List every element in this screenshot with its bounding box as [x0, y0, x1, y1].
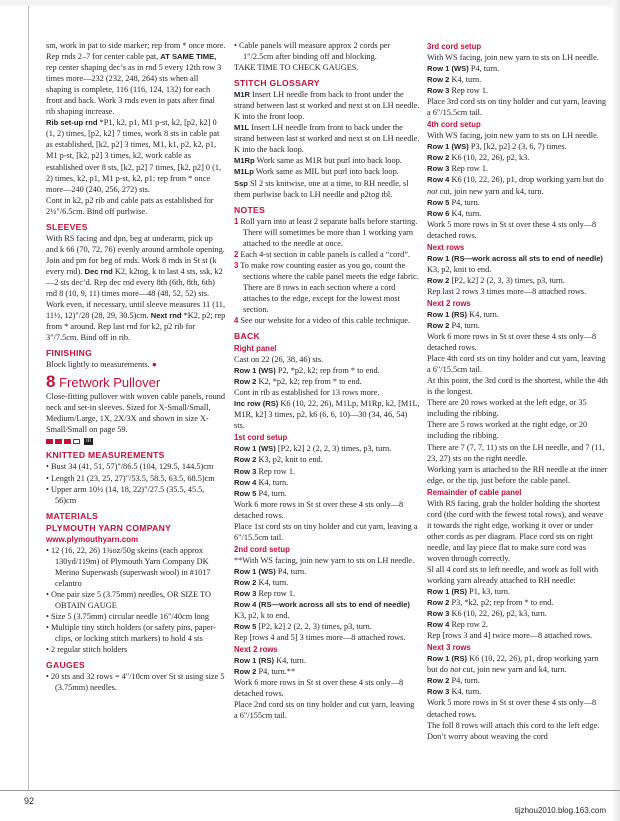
section-heading-stitch-glossary: STITCH GLOSSARY [234, 78, 320, 89]
paragraph: With WS facing, join new yarn to sts on LH needle. [427, 131, 599, 141]
row-instruction: Row 2 P4, turn.** [234, 667, 296, 677]
page-right-edge [612, 0, 620, 821]
paragraph: Place 3rd cord sts on tiny holder and cut yarn, leaving a 6"/15.5cm tail. [427, 97, 607, 118]
row-instruction: Row 5 [P2, k2] 2 (2, 2, 3) times, p3, turn. [234, 622, 372, 632]
row-instruction: Row 3 K4, turn. [427, 687, 482, 697]
row-instruction: Row 1 (RS—work across all sts to end of needle) K3, p2, knit to end. [427, 253, 603, 274]
column-right [427, 40, 610, 795]
subheading-3rd-cord: 3rd cord setup [427, 42, 482, 51]
row-instruction: Row 3 K6 (10, 22, 26), p2, k3, turn. [427, 609, 547, 619]
company-link[interactable]: www.plymouthyarn.com [46, 534, 139, 544]
row-instruction: Row 5 P4, turn. [427, 197, 480, 207]
note-item: 4 See our website for a video of this cable technique. [234, 316, 410, 326]
subheading-4th-cord: 4th cord setup [427, 120, 481, 130]
paragraph: Rep [rows 3 and 4] twice more—8 attached rows. [427, 631, 593, 641]
paragraph: Rib set-up rnd *P1, k2, p1, M1 p-st, k2, [p2, k2] 0 (1, 2) times, [p2, k2] 7 times, work 8 sts in cable pat as established, [k2, p2] 3 times, M1, k1, p2, k2, p1, M1 p-st, [k2, p2] 3 times, k2, work cable as established over 8 sts, [k2, p2] 7 times, [k2, p2] 0 (1, 2) times, k2, p1, M1 p-st, k2, p1; rep from * once more—240 (240, 256, 272) sts. [46, 118, 222, 194]
page-number: 92 [24, 796, 35, 806]
note-item: 1 Roll yarn into at least 2 separate balls before starting. There will sometimes be more than 1 working yarn attached to the needle at once. [234, 216, 418, 248]
glossary-item: M1Rp Work same as M1R but purl into back loop. [234, 156, 402, 166]
paragraph: At this point, the 3rd cord is the shortest, while the 4th is the longest. [427, 376, 608, 397]
glossary-item: M1Lp Work same as MIL but purl into back loop. [234, 167, 399, 177]
row-instruction: Row 4 (RS—work across all sts to end of needle) K3, p2, k to end. [234, 600, 410, 621]
row-instruction: Row 2 [P2, k2] 2 (2, 3, 3) times, p3, turn. [427, 275, 565, 285]
paragraph: There are 7 (7, 7, 11) sts on the LH needle, and 7 (11, 23, 27) sts on the right needle. [427, 442, 605, 463]
row-instruction: Row 1 (WS) P3, [k2, p2] 2 (3, 6, 7) times. [427, 142, 567, 152]
row-instruction: Row 3 Rep row 1. [427, 164, 489, 174]
page-left-edge [28, 6, 29, 790]
row-instruction: Row 3 Rep row 1. [427, 86, 489, 96]
subheading-next-rows: Next rows [427, 242, 465, 252]
row-instruction: Row 2 K4, turn. [234, 577, 289, 587]
list-item: • One pair size 5 (3.75mm) needles, OR SIZE TO OBTAIN GAUGE [46, 589, 212, 610]
list-item: • Multiple tiny stitch holders (or safety pins, paper-clips, or locking stitch markers) to hold 4 sts [46, 623, 216, 644]
paragraph: Place 4th cord sts on tiny holder and cut yarn, leaving a 6"/15.5cm tail. [427, 354, 606, 375]
column-left [46, 40, 226, 795]
paragraph: Rep last 2 rows 3 times more—8 attached rows. [427, 286, 587, 296]
subheading-next-3-rows: Next 3 rows [427, 643, 471, 653]
paragraph: Place 1st cord sts on tiny holder and cut yarn, leaving a 6"/15.5cm tail. [234, 521, 418, 542]
list-item: • 12 (16, 22, 26) 1¾oz/50g skeins (each approx 130yd/119m) of Plymouth Yarn Company DK Merino Superwash (superwash wool) in #1017 celantro [46, 545, 211, 588]
row-instruction: Row 1 (WS) P4, turn. [234, 566, 307, 576]
skill-level-meter [46, 437, 226, 445]
section-heading-back: BACK [234, 331, 261, 342]
watermark: tijzhou2010.blog.163.com [514, 806, 606, 815]
row-instruction: Row 1 (WS) P2, *p2, k2; rep from * to end. [234, 366, 380, 376]
paragraph: Cont in k2, p2 rib and cable pats as established for 2½"/6.5cm. Bind off purlwise. [46, 195, 214, 216]
paragraph: sm, work in pat to side marker; rep from * once more. Rep rnds 2–7 for center cable pat, AT SAME TIME, rep center shaping dec’s as in rnd 5 every 12th row 3 times more—232 (232, 248, 264) sts when all shaping is complete, 116 (116, 124, 132) for each front and back. Work 3 rnds even in pats after final rib shaping increase. [46, 41, 226, 117]
section-heading-notes: NOTES [234, 204, 266, 215]
glossary-item: Ssp Sl 2 sts knitwise, one at a time, to RH needle, sl them purlwise back to LH needle and p2tog tbl. [234, 178, 409, 199]
subheading-right-panel: Right panel [234, 344, 277, 354]
row-instruction: Row 3 Rep row 1. [234, 588, 296, 598]
paragraph: Work 5 more rows in St st over these 4 sts only—8 detached rows. [427, 219, 597, 240]
row-instruction: Row 1 (RS) K6 (10, 22, 26), p1, drop working yarn but do not cut, join new yarn and k4, turn. [427, 654, 599, 675]
paragraph: Work 6 more rows in St st over these 4 sts only—8 detached rows. [234, 499, 404, 520]
glossary-item: M1L Insert LH needle from front to back under the strand between last st worked and next st on LH needle. K into the back loop. [234, 123, 420, 155]
skill-bar-empty-icon [73, 439, 80, 444]
list-item: • Upper arm 10½ (14, 18, 22)"/27.5 (35.5, 45.5, 56)cm [46, 484, 205, 505]
row-instruction: Row 1 (RS) K4, turn. [234, 656, 306, 666]
row-instruction: Row 2 K2, *p2, k2; rep from * to end. [234, 377, 362, 387]
list-item: • 20 sts and 32 rows = 4"/10cm over St st using size 5 (3.75mm) needles. [46, 672, 225, 693]
gauges-list [46, 671, 226, 693]
row-instruction: Row 1 (RS) P1, k3, turn. [427, 587, 510, 597]
paragraph: Place 2nd cord sts on tiny holder and cut yarn, leaving a 6"/155cm tail. [234, 700, 415, 721]
section-heading-materials: MATERIALS [46, 510, 99, 521]
row-instruction: Row 6 K4, turn. [427, 208, 482, 218]
row-instruction: Row 1 (WS) P4, turn. [427, 64, 500, 74]
row-instruction: Row 4 K6 (10, 22, 26), p1, drop working yarn but do not cut, join new yarn and k4, turn. [427, 175, 604, 196]
row-instruction: Row 2 K4, turn. [427, 75, 482, 85]
row-instruction: Row 1 (RS) K4, turn. [427, 309, 499, 319]
paragraph: Working yarn is attached to the RH needle at the inner edge, or the tip, just before the cable panel. [427, 464, 608, 485]
row-instruction: Row 1 (WS) [P2, k2] 2 (2, 2, 3) times, p3, turn. [234, 444, 392, 454]
row-instruction: Inc row (RS) K6 (10, 22, 26), M1Lp, M1Rp, k2, [M1L, M1R, k2] 3 times, p2, k6 (6, 6, 10)—30 (34, 46, 54) sts. [234, 399, 420, 431]
notes-list [234, 216, 420, 326]
pattern-intro: Close-fitting pullover with woven cable panels, round neck and set-in sleeves. Sized for X-Small/Small, Medium/Large, 1X, 2X/3X and shown in size X-Small/Small on page 59. [46, 392, 226, 435]
paragraph: Rep [rows 4 and 5] 3 times more—8 attached rows. [234, 633, 406, 643]
pattern-title: 8 Fretwork Pullover [46, 372, 161, 392]
list-item: • Size 5 (3.75mm) circular needle 16"/40cm long [46, 611, 209, 621]
end-dot-icon: ● [151, 360, 157, 370]
paragraph: Sl all 4 cord sts to left needle, and work as foll with working yarn already attached to RH needle: [427, 564, 599, 586]
paragraph: There are 5 rows worked at the right edge, or 20 including the ribbing. [427, 420, 588, 441]
paragraph: Work 6 more rows in St st over these 4 sts only—8 detached rows. [234, 678, 404, 699]
section-heading-sleeves: SLEEVES [46, 221, 88, 232]
paragraph: There are 20 rows worked at the left edge, or 35 including the ribbing. [427, 398, 587, 419]
page-top-edge [0, 0, 620, 6]
subheading-next-2-rows: Next 2 rows [427, 298, 471, 308]
row-instruction: Row 5 P4, turn. [234, 488, 287, 498]
skill-bar-icon [46, 439, 53, 444]
subheading-2nd-cord: 2nd cord setup [234, 544, 290, 554]
list-item: • 2 regular stitch holders [46, 645, 128, 655]
subheading-1st-cord: 1st cord setup [234, 433, 288, 443]
section-heading-measurements: KNITTED MEASUREMENTS [46, 450, 165, 461]
skill-bar-icon [55, 439, 62, 444]
list-item: • Cable panels will measure approx 2 cords per 1"/2.5cm after binding off and blocking. [234, 41, 391, 62]
paragraph: The foll 8 rows will attach this cord to the left edge. Don’t worry about weaving the cord [427, 720, 600, 741]
yarn-company: PLYMOUTH YARN COMPANY [46, 522, 172, 533]
paragraph: **With WS facing, join new yarn to sts on LH needle. [234, 555, 415, 565]
measurements-list [46, 461, 226, 505]
paragraph: Cast on 22 (26, 38, 46) sts. [234, 355, 324, 365]
note-item: 2 Each 4-st section in cable panels is called a “cord”. [234, 249, 410, 259]
row-instruction: Row 2 P3, *k2, p2; rep from * to end. [427, 598, 554, 608]
paragraph: With RS facing, grab the holder holding the shortest cord (the cord with the fewest total rows), and weave it towards the right edge, working it over or under other cords as per diagram. Place cord sts on right needle, and lay piece flat to make sure cord was woven through correctly. [427, 498, 604, 563]
paragraph: With RS facing and dpn, beg at underarm, pick up and k 66 (70, 72, 76) evenly around armhole opening. Join and pm for beg of rnds. Work 8 rnds in St st (k every rnd). Dec rnd K2, k2tog, k to last 4 sts, ssk, k2—2 sts dec’d. Rep dec rnd every 8th (6th, 8th, 6th) rnd 8 (10, 9, 11) times more—48 (48, 52, 52) sts. Work even, if necessary, until sleeve measures 11 (11, 11½, 12)"/28 (28, 29, 30.5)cm. Next rnd *K2, p2; rep from * around. Rep last rnd for k2, p2 rib for 3"/7.5cm. Bind off in rib. [46, 233, 226, 343]
take-time-note: TAKE TIME TO CHECK GAUGES. [234, 63, 359, 73]
subheading-next-2-rows: Next 2 rows [234, 645, 278, 655]
row-instruction: Row 3 Rep row 1. [234, 466, 296, 476]
paragraph: Work 6 more rows in St st over these 4 sts only—8 detached rows. [427, 332, 597, 353]
paragraph: With WS facing, join new yarn to sts on LH needle. [427, 53, 599, 62]
list-item: • Bust 34 (41, 51, 57)"/86.5 (104, 129.5, 144.5)cm [46, 462, 214, 472]
row-instruction: Row 2 P4, turn. [427, 676, 480, 686]
gauges-list-cont [234, 40, 420, 62]
section-heading-finishing: FINISHING [46, 348, 93, 359]
glossary-item: M1R Insert LH needle from back to front under the strand between last st worked and next st on LH needle. K into the front loop. [234, 90, 420, 122]
subheading-remainder: Remainder of cable panel [427, 487, 522, 497]
paragraph: Work 5 more rows in St st over these 4 sts only—8 detached rows. [427, 698, 597, 719]
section-heading-gauges: GAUGES [46, 660, 86, 671]
row-instruction: Row 2 P4, turn. [427, 320, 480, 330]
skill-level-badge: III [86, 437, 92, 444]
column-middle [234, 40, 420, 795]
skill-bar-icon [64, 439, 71, 444]
materials-list [46, 545, 226, 655]
row-instruction: Row 4 K4, turn. [234, 477, 289, 487]
row-instruction: Row 2 K3, p2, knit to end. [234, 455, 323, 465]
row-instruction: Row 2 K6 (10, 22, 26), p2, k3. [427, 153, 530, 163]
note-item: 3 To make row counting easier as you go, count the sections where the cable panel meets the edge fabric. There are 8 rows in each section where a cord attaches to the edge, except for the lowest most section. [234, 260, 419, 314]
paragraph: Cont in rib as established for 13 rows more. [234, 388, 380, 398]
row-instruction: Row 4 Rep row 2. [427, 620, 489, 630]
list-item: • Length 21 (23, 25, 27)"/53.5, 58.5, 63.5, 68.5)cm [46, 473, 215, 483]
paragraph: Block lightly to measurements. ● [46, 360, 157, 370]
